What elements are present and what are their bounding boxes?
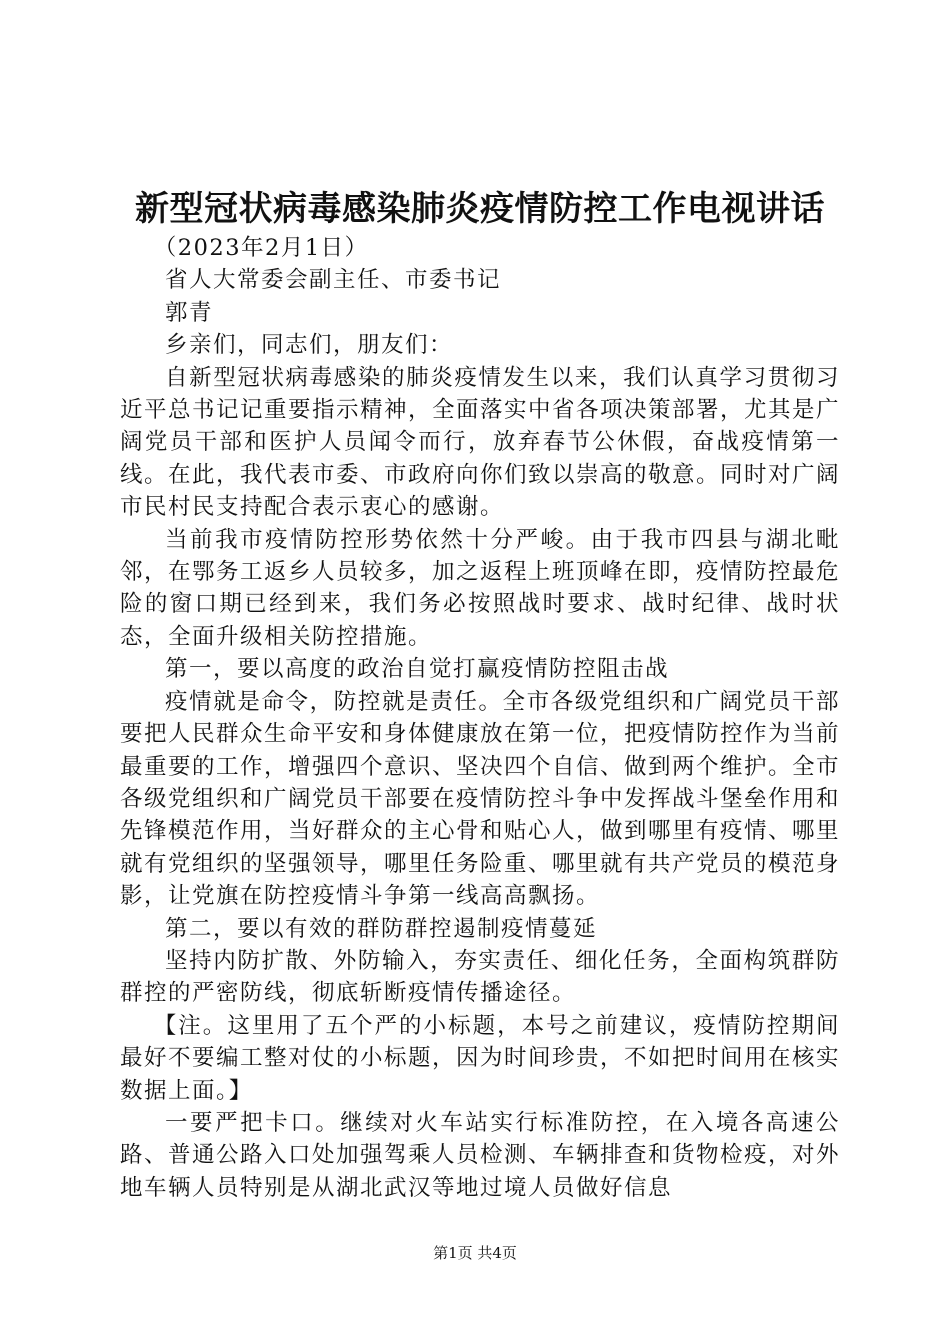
editor-note: 【注。这里用了五个严的小标题，本号之前建议，疫情防控期间最好不要编工整对仗的小标题，因为时间珍贵，不如把时间用在核实数据上面。】 [120, 1012, 841, 1104]
salutation: 乡亲们，同志们，朋友们： [165, 332, 454, 359]
speaker-position: 省人大常委会副主任、市委书记 [165, 267, 502, 294]
section-heading: 第二，要以有效的群防群控遏制疫情蔓延 [165, 915, 598, 942]
paragraph: 当前我市疫情防控形势依然十分严峻。由于我市四县与湖北毗邻，在鄂务工返乡人员较多，加之返程上班顶峰在即，疫情防控最危险的窗口期已经到来，我们务必按照战时要求、战时纪律、战时状态，全面升级相关防控措施。 [120, 526, 841, 650]
section-heading: 第一，要以高度的政治自觉打赢疫情防控阻击战 [165, 656, 670, 683]
date-line: （2023年2月1日） [153, 235, 369, 261]
paragraph: 坚持内防扩散、外防输入，夯实责任、细化任务，全面构筑群防群控的严密防线，彻底斩断疫情传播途径。 [120, 947, 840, 1007]
paragraph: 疫情就是命令，防控就是责任。全市各级党组织和广阔党员干部要把人民群众生命平安和身体健康放在第一位，把疫情防控作为当前最重要的工作，增强四个意识、坚决四个自信、做到两个维护。全市各级党组织和广阔党员干部要在疫情防控斗争中发挥战斗堡垒作用和先锋模范作用，当好群众的主心骨和贴心人，做到哪里有疫情、哪里就有党组织的坚强领导，哪里任务险重、哪里就有共产党员的模范身影，让党旗在防控疫情斗争第一线高高飘扬。 [120, 688, 841, 910]
document-body [120, 232, 840, 1204]
paragraph: 一要严把卡口。继续对火车站实行标准防控，在入境各高速公路、普通公路入口处加强驾乘人员检测、车辆排查和货物检疫，对外地车辆人员特别是从湖北武汉等地过境人员做好信息 [120, 1109, 841, 1201]
document-title: 新型冠状病毒感染肺炎疫情防控工作电视讲话 [135, 189, 825, 229]
paragraph: 自新型冠状病毒感染的肺炎疫情发生以来，我们认真学习贯彻习近平总书记记重要指示精神，全面落实中省各项决策部署，尤其是广阔党员干部和医护人员闻令而行，放弃春节公休假，奋战疫情第一线。在此，我代表市委、市政府向你们致以崇高的敬意。同时对广阔市民村民支持配合表示衷心的感谢。 [120, 364, 841, 521]
page-number: 第1页 共4页 [433, 1244, 517, 1262]
speaker-name: 郭青 [165, 299, 214, 326]
